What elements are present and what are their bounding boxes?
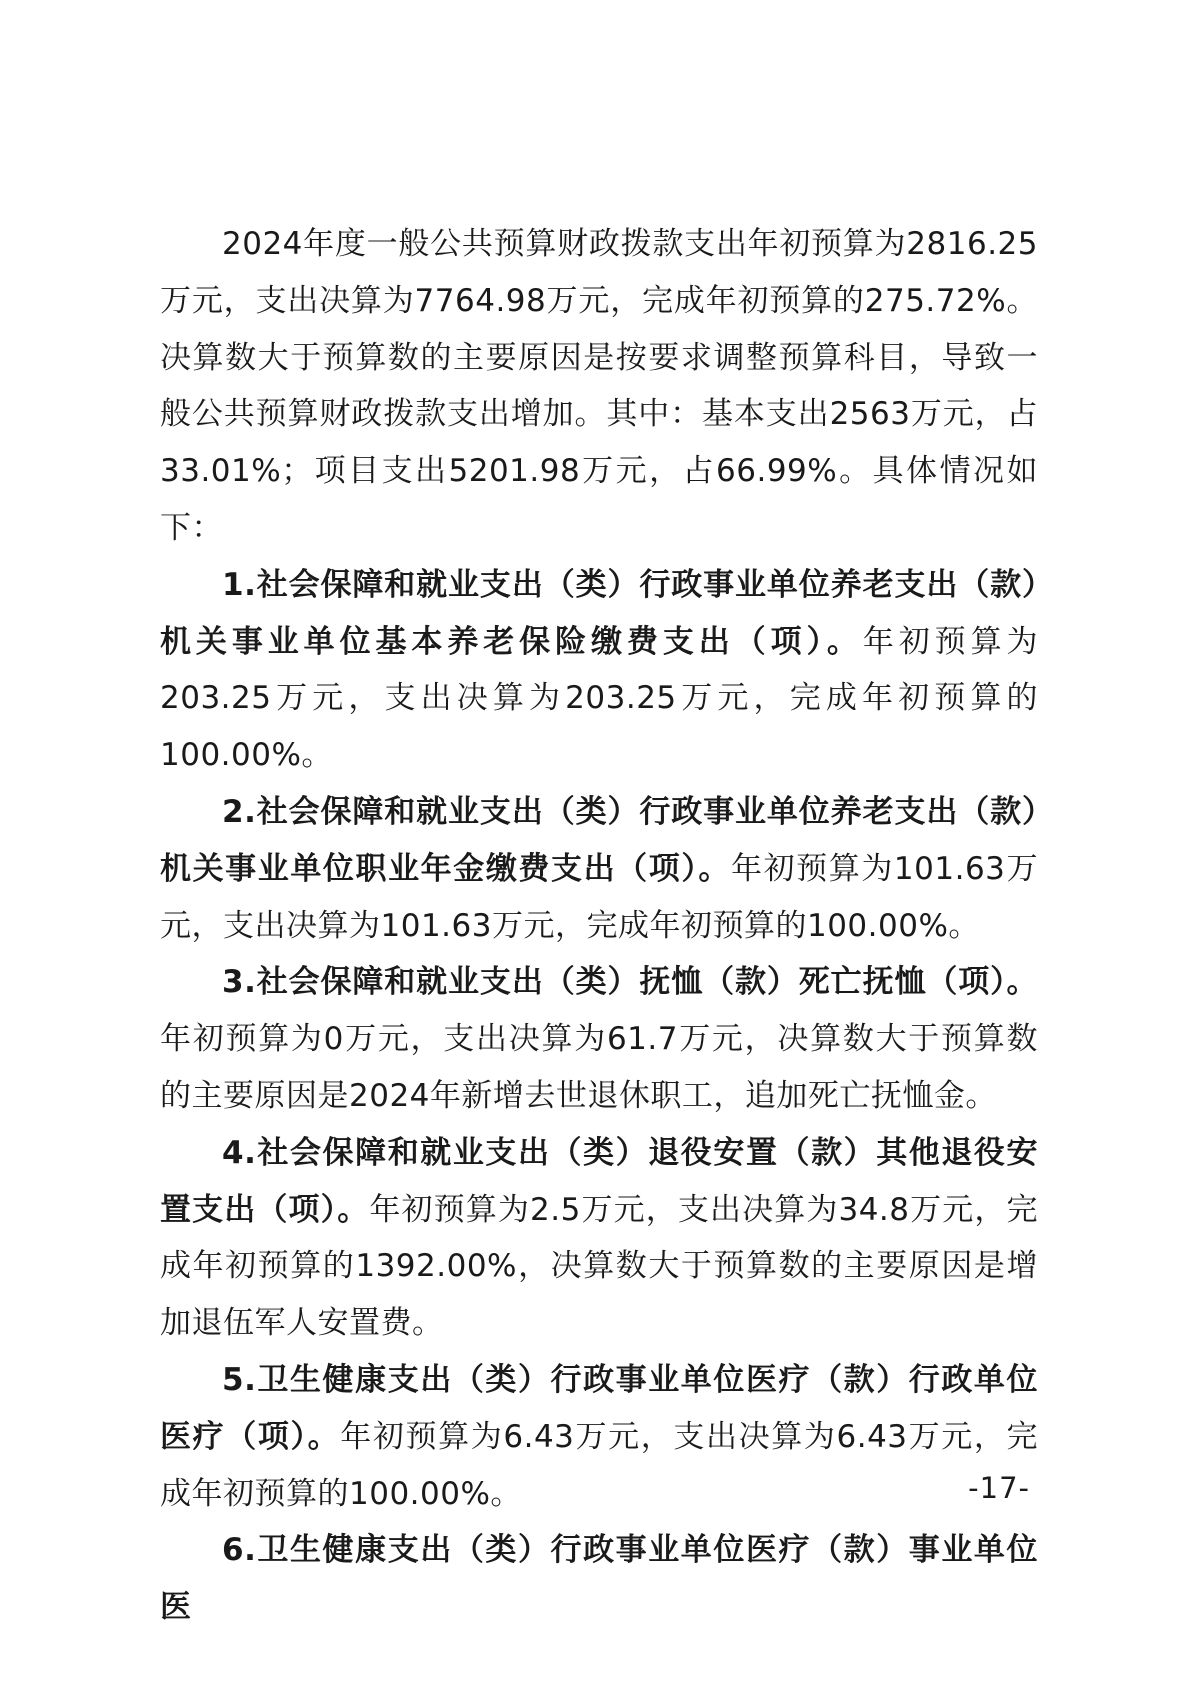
item-paragraph-3 [160,954,1038,1124]
item-body: 年初预算为101.63万元，支出决算为101.63万元，完成年初预算的100.00%。 [160,850,1038,944]
document-body [160,216,1038,1636]
item-paragraph-6 [160,1522,1038,1636]
item-heading: 6.卫生健康支出（类）行政事业单位医疗（款）事业单位医 [160,1532,1038,1626]
intro-paragraph: 2024年度一般公共预算财政拨款支出年初预算为2816.25万元，支出决算为7764.98万元，完成年初预算的275.72%。决算数大于预算数的主要原因是按要求调整预算科目，导致一般公共预算财政拨款支出增加。其中：基本支出2563万元，占33.01%；项目支出5201.98万元，占66.99%。具体情况如下： [160,226,1038,546]
item-heading: 2.社会保障和就业支出（类）行政事业单位养老支出（款）机关事业单位职业年金缴费支出（项）。 [160,793,1038,887]
item-heading: 3.社会保障和就业支出（类）抚恤（款）死亡抚恤（项）。 [222,964,1038,1001]
item-paragraph-2 [160,784,1038,954]
item-heading: 1.社会保障和就业支出（类）行政事业单位养老支出（款）机关事业单位基本养老保险缴费支出（项）。 [160,566,1038,660]
item-heading: 5.卫生健康支出（类）行政事业单位医疗（款）行政单位医疗（项）。 [160,1361,1038,1455]
item-body: 年初预算为0万元，支出决算为61.7万元，决算数大于预算数的主要原因是2024年新增去世退休职工，追加死亡抚恤金。 [160,1021,1038,1114]
item-paragraph-1 [160,557,1038,784]
item-heading: 4.社会保障和就业支出（类）退役安置（款）其他退役安置支出（项）。 [160,1134,1038,1228]
item-paragraph-4 [160,1125,1038,1352]
item-body: 年初预算为2.5万元，支出决算为34.8万元，完成年初预算的1392.00%，决算数大于预算数的主要原因是增加退伍军人安置费。 [160,1191,1038,1342]
page-number: -17- [968,1471,1030,1505]
item-body: 年初预算为6.43万元，支出决算为6.43万元，完成年初预算的100.00%。 [160,1418,1039,1512]
item-paragraph-5 [160,1352,1038,1522]
item-body: 年初预算为203.25万元，支出决算为203.25万元，完成年初预算的100.00%。 [160,623,1039,774]
